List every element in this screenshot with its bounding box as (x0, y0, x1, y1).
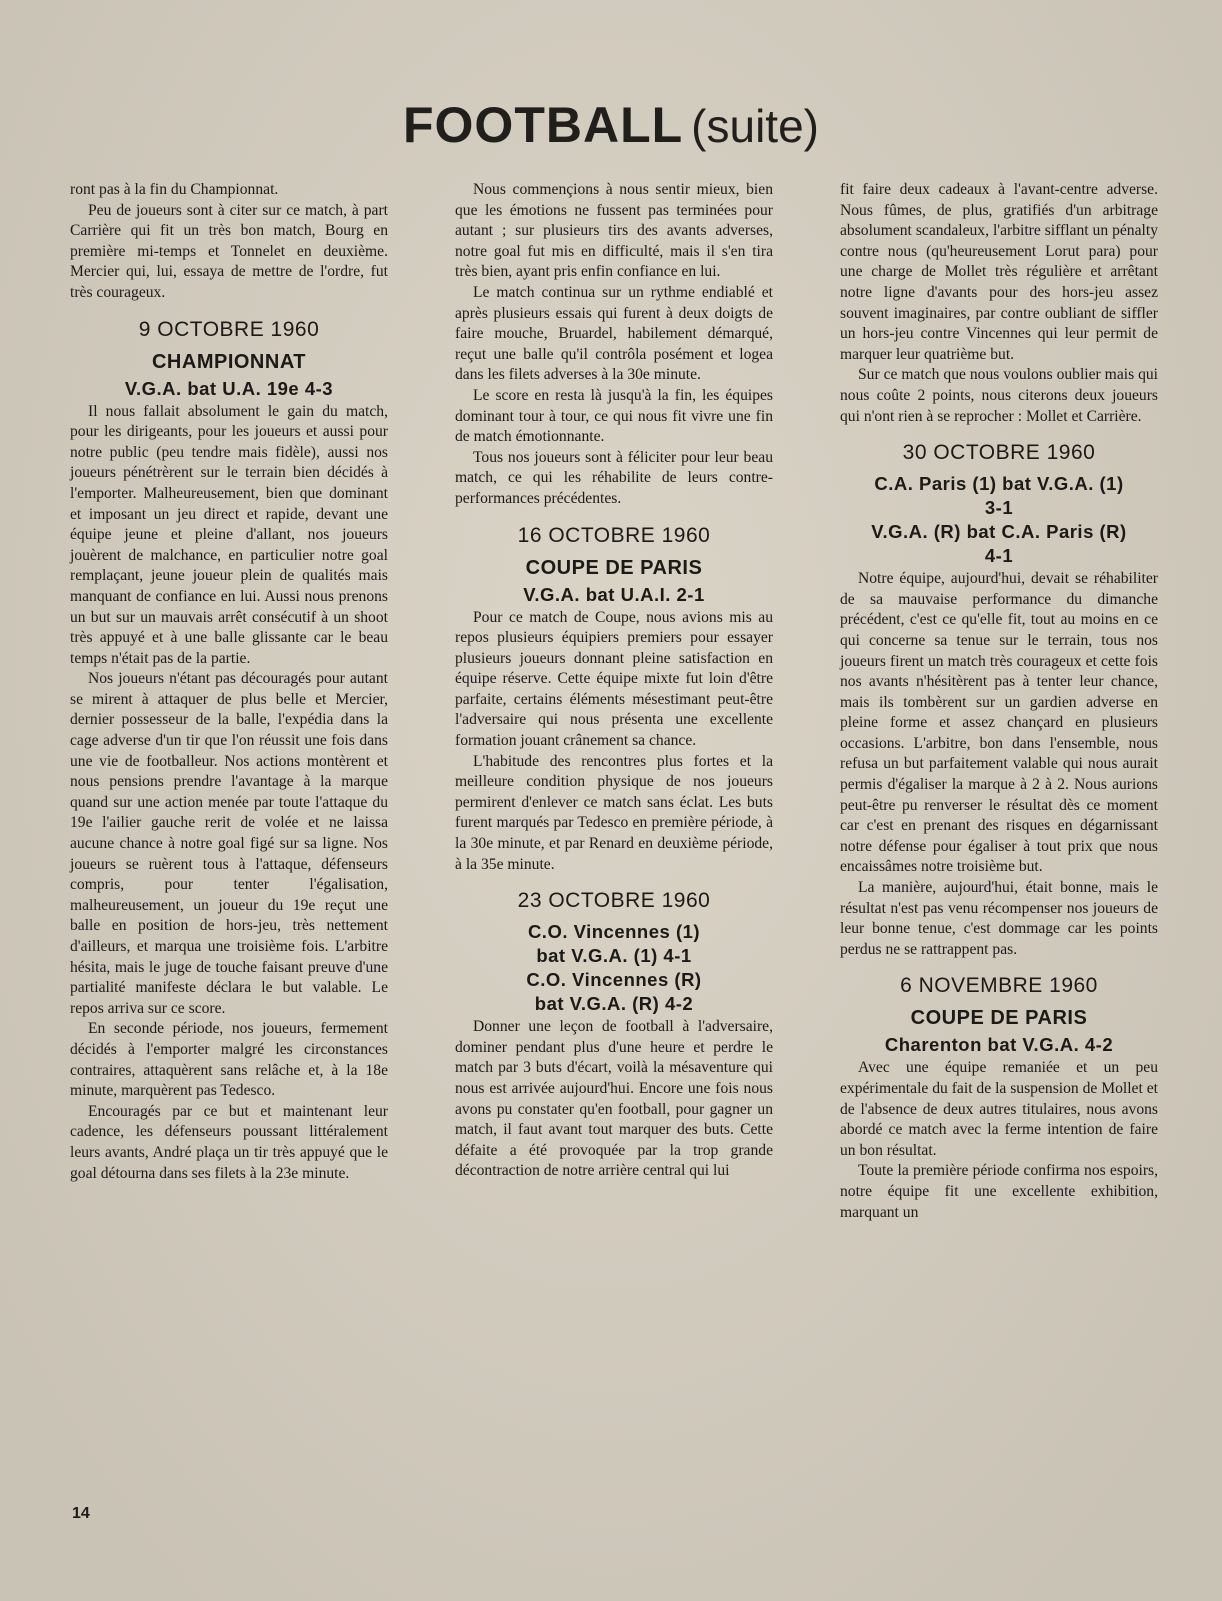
match-result: C.O. Vincennes (1) (527, 921, 701, 943)
paragraph: Tous nos joueurs sont à féliciter pour leur beau match, ce qui les réhabilite de leurs contre-performances précédentes. (455, 448, 773, 507)
match-date: 6 NOVEMBRE 1960 (900, 974, 1098, 998)
paragraph: Notre équipe, aujourd'hui, devait se réhabiliter de sa mauvaise performance du dimanche précédent, c'est ce qu'elle fit, tout au moins en ce qui concerne sa tenue sur le terrain, tous nos joueurs firent un match très courageux et cette fois nos avants n'hésitèrent pas à tenter leur chance, mais ils tombèrent sur un gardien adverse en pleine forme et assez chançard en plusieurs occasions. L'arbitre, bon dans l'ensemble, nous refusa un but parfaitement valable qui nous aurait permis d'égaliser la marque à 2 à 2. Nous aurions peut-être pu renverser le résultat dès ce moment car c'est en prenant des risques en dégarnissant notre défense pour égaliser à tout prix que nous encaissâmes notre troisième but. (840, 570, 1158, 876)
page-number: 14 (72, 1505, 90, 1522)
title-main: FOOTBALL (403, 97, 684, 153)
paragraph: fit faire deux cadeaux à l'avant-centre adverse. Nous fûmes, de plus, gratifiés d'un arbitrage absolument scandaleux, l'arbitre sifflant un pénalty contre nous (qu'heureusement Lorut para) pour une charge de Mollet très régulière et arrêtant notre ligne d'avants pour des hors-jeu assez souvent imaginaires, par contre oubliant de siffler un hors-jeu contre Vincennes qui leur permit de marquer leur quatrième but. (840, 181, 1158, 363)
paragraph: Pour ce match de Coupe, nous avions mis au repos plusieurs équipiers premiers pour essayer plusieurs joueurs donnant pleine satisfaction en équipe réserve. Cette équipe mixte fut loin d'être parfaite, certains éléments mésestimant peut-être l'adversaire qui nous présenta une excellente formation jouant crânement sa chance. (455, 608, 773, 750)
title-suite: (suite) (691, 100, 819, 152)
column-1 (70, 180, 388, 1184)
paragraph: L'habitude des rencontres plus fortes et la meilleure condition physique de nos joueurs permirent d'enlever ce match sans éclat. Les buts furent marqués par Tedesco en première période, à la 30e minute, et par Renard en deuxième période, à la 35e minute. (455, 752, 773, 873)
competition-heading: COUPE DE PARIS (525, 556, 703, 579)
paragraph: Avec une équipe remaniée et un peu expérimentale du fait de la suspension de Mollet et de l'absence de deux autres titulaires, nous avons abordé ce match avec la ferme intention de faire un bon résultat. (840, 1059, 1158, 1159)
match-result: 3-1 (984, 497, 1014, 519)
paragraph: Le score en resta là jusqu'à la fin, les équipes dominant tour à tour, ce qui nous fit vivre une fin de match émotionnante. (455, 386, 773, 446)
paragraph: Donner une leçon de football à l'adversaire, dominer pendant plus d'une heure et perdre le match par 3 buts d'écart, voilà la mésaventure qui nous est arrivée aujourd'hui. Encore une fois nous avons pu constater qu'en football, pour gagner un match, il faut avant tout marquer des buts. Cette défaite a été provoquée par la trop grande décontraction de notre arrière central qui lui (455, 1018, 773, 1180)
match-result: bat V.G.A. (1) 4-1 (536, 945, 692, 967)
paragraph: La manière, aujourd'hui, était bonne, mais le résultat n'est pas venu récompenser nos joueurs de leur bonne tenue, c'est dommage car les points perdus ne se rattrappent pas. (840, 879, 1158, 958)
match-date: 23 OCTOBRE 1960 (517, 889, 711, 913)
match-date: 30 OCTOBRE 1960 (902, 441, 1096, 465)
paragraph: Nos joueurs n'étant pas découragés pour autant se mirent à attaquer de plus belle et Mercier, dernier possesseur de la balle, l'expédia dans la cage adverse d'un tir que l'on réussit une fois dans une vie de footballeur. Nos actions montèrent et nous pensions prendre l'avantage à la marque quand sur une action menée par toute l'attaque du 19e l'ailier gauche rerit de volée et ne laissa aucune chance à notre goal figé sur sa ligne. Nos joueurs se ruèrent tous à l'attaque, défenseurs compris, pour tenter l'égalisation, malheureusement, un joueur du 19e reçut une balle en position de hors-jeu, très nettement d'ailleurs, et marqua une troisième fois. L'arbitre hésita, mais le juge de touche faisant preuve d'une partialité manifeste déclara le but valable. Le repos arriva sur ce score. (70, 670, 388, 1017)
competition-heading: COUPE DE PARIS (910, 1007, 1088, 1030)
match-date: 9 OCTOBRE 1960 (138, 317, 320, 341)
match-date: 16 OCTOBRE 1960 (517, 523, 711, 547)
column-3 (840, 180, 1158, 1223)
match-result: C.O. Vincennes (R) (526, 969, 702, 991)
match-result: 4-1 (984, 545, 1014, 567)
competition-heading: CHAMPIONNAT (151, 350, 306, 373)
paragraph: Toute la première période confirma nos espoirs, notre équipe fit une excellente exhibition, marquant un (840, 1162, 1158, 1221)
paragraph: ront pas à la fin du Championnat. (70, 181, 279, 198)
paragraph: Peu de joueurs sont à citer sur ce match, à part Carrière qui fit un très bon match, Bourg en première mi-temps et Tonnelet en deuxième. Mercier qui, lui, essaya de mettre de l'ordre, fut très courageux. (70, 201, 388, 301)
page-title (0, 97, 1222, 153)
match-result: C.A. Paris (1) bat V.G.A. (1) (874, 473, 1124, 495)
match-result: V.G.A. bat U.A.I. 2-1 (523, 583, 705, 605)
paragraph: Le match continua sur un rythme endiablé et après plusieurs essais qui furent à deux doigts de faire mouche, Bruardel, habilement démarqué, reçut une balle qu'il contrôla posément et logea dans les filets adverses à la 30e minute. (455, 283, 773, 384)
column-2 (455, 180, 773, 1182)
paragraph: Nous commençions à nous sentir mieux, bien que les émotions ne fussent pas terminées pour autant ; sur plusieurs tirs des avants adverses, notre goal fut mis en difficulté, mais il s'en tira très bien, ayant pris enfin confiance en lui. (455, 181, 773, 281)
match-result: V.G.A. bat U.A. 19e 4-3 (124, 377, 334, 399)
paragraph: En seconde période, nos joueurs, fermement décidés à l'emporter malgré les circonstances contraires, attaquèrent sans relâche et, à la 18e minute, marquèrent pas Tedesco. (70, 1020, 388, 1100)
paragraph: Il nous fallait absolument le gain du match, pour les dirigeants, pour les joueurs et aussi pour notre public (peu tendre mais fidèle), aussi nos joueurs pénétrèrent sur le terrain bien décidés à l'emporter. Malheureusement, bien que dominant et imposant un jeu direct et rapide, devant une équipe jeune et pleine d'allant, nos joueurs jouèrent de malchance, en particulier notre goal remplaçant, jeune joueur plein de qualités mais manquant de confiance en lui. Aussi nous prenons un but sur un mauvais arrêt consécutif à un shoot très appuyé et à une balle glissante car le beau temps n'était pas de la partie. (70, 402, 388, 667)
paragraph: Encouragés par ce but et maintenant leur cadence, les défenseurs poussant littéralement leurs avants, André plaça un tir très appuyé que le goal détourna dans ses filets à la 23e minute. (70, 1102, 388, 1182)
match-result: Charenton bat V.G.A. 4-2 (884, 1034, 1114, 1056)
paragraph: Sur ce match que nous voulons oublier mais qui nous coûte 2 points, nous citerons deux joueurs qui n'ont rien à se reprocher : Mollet et Carrière. (840, 366, 1158, 425)
match-result: bat V.G.A. (R) 4-2 (534, 993, 694, 1015)
match-result: V.G.A. (R) bat C.A. Paris (R) (871, 521, 1127, 543)
